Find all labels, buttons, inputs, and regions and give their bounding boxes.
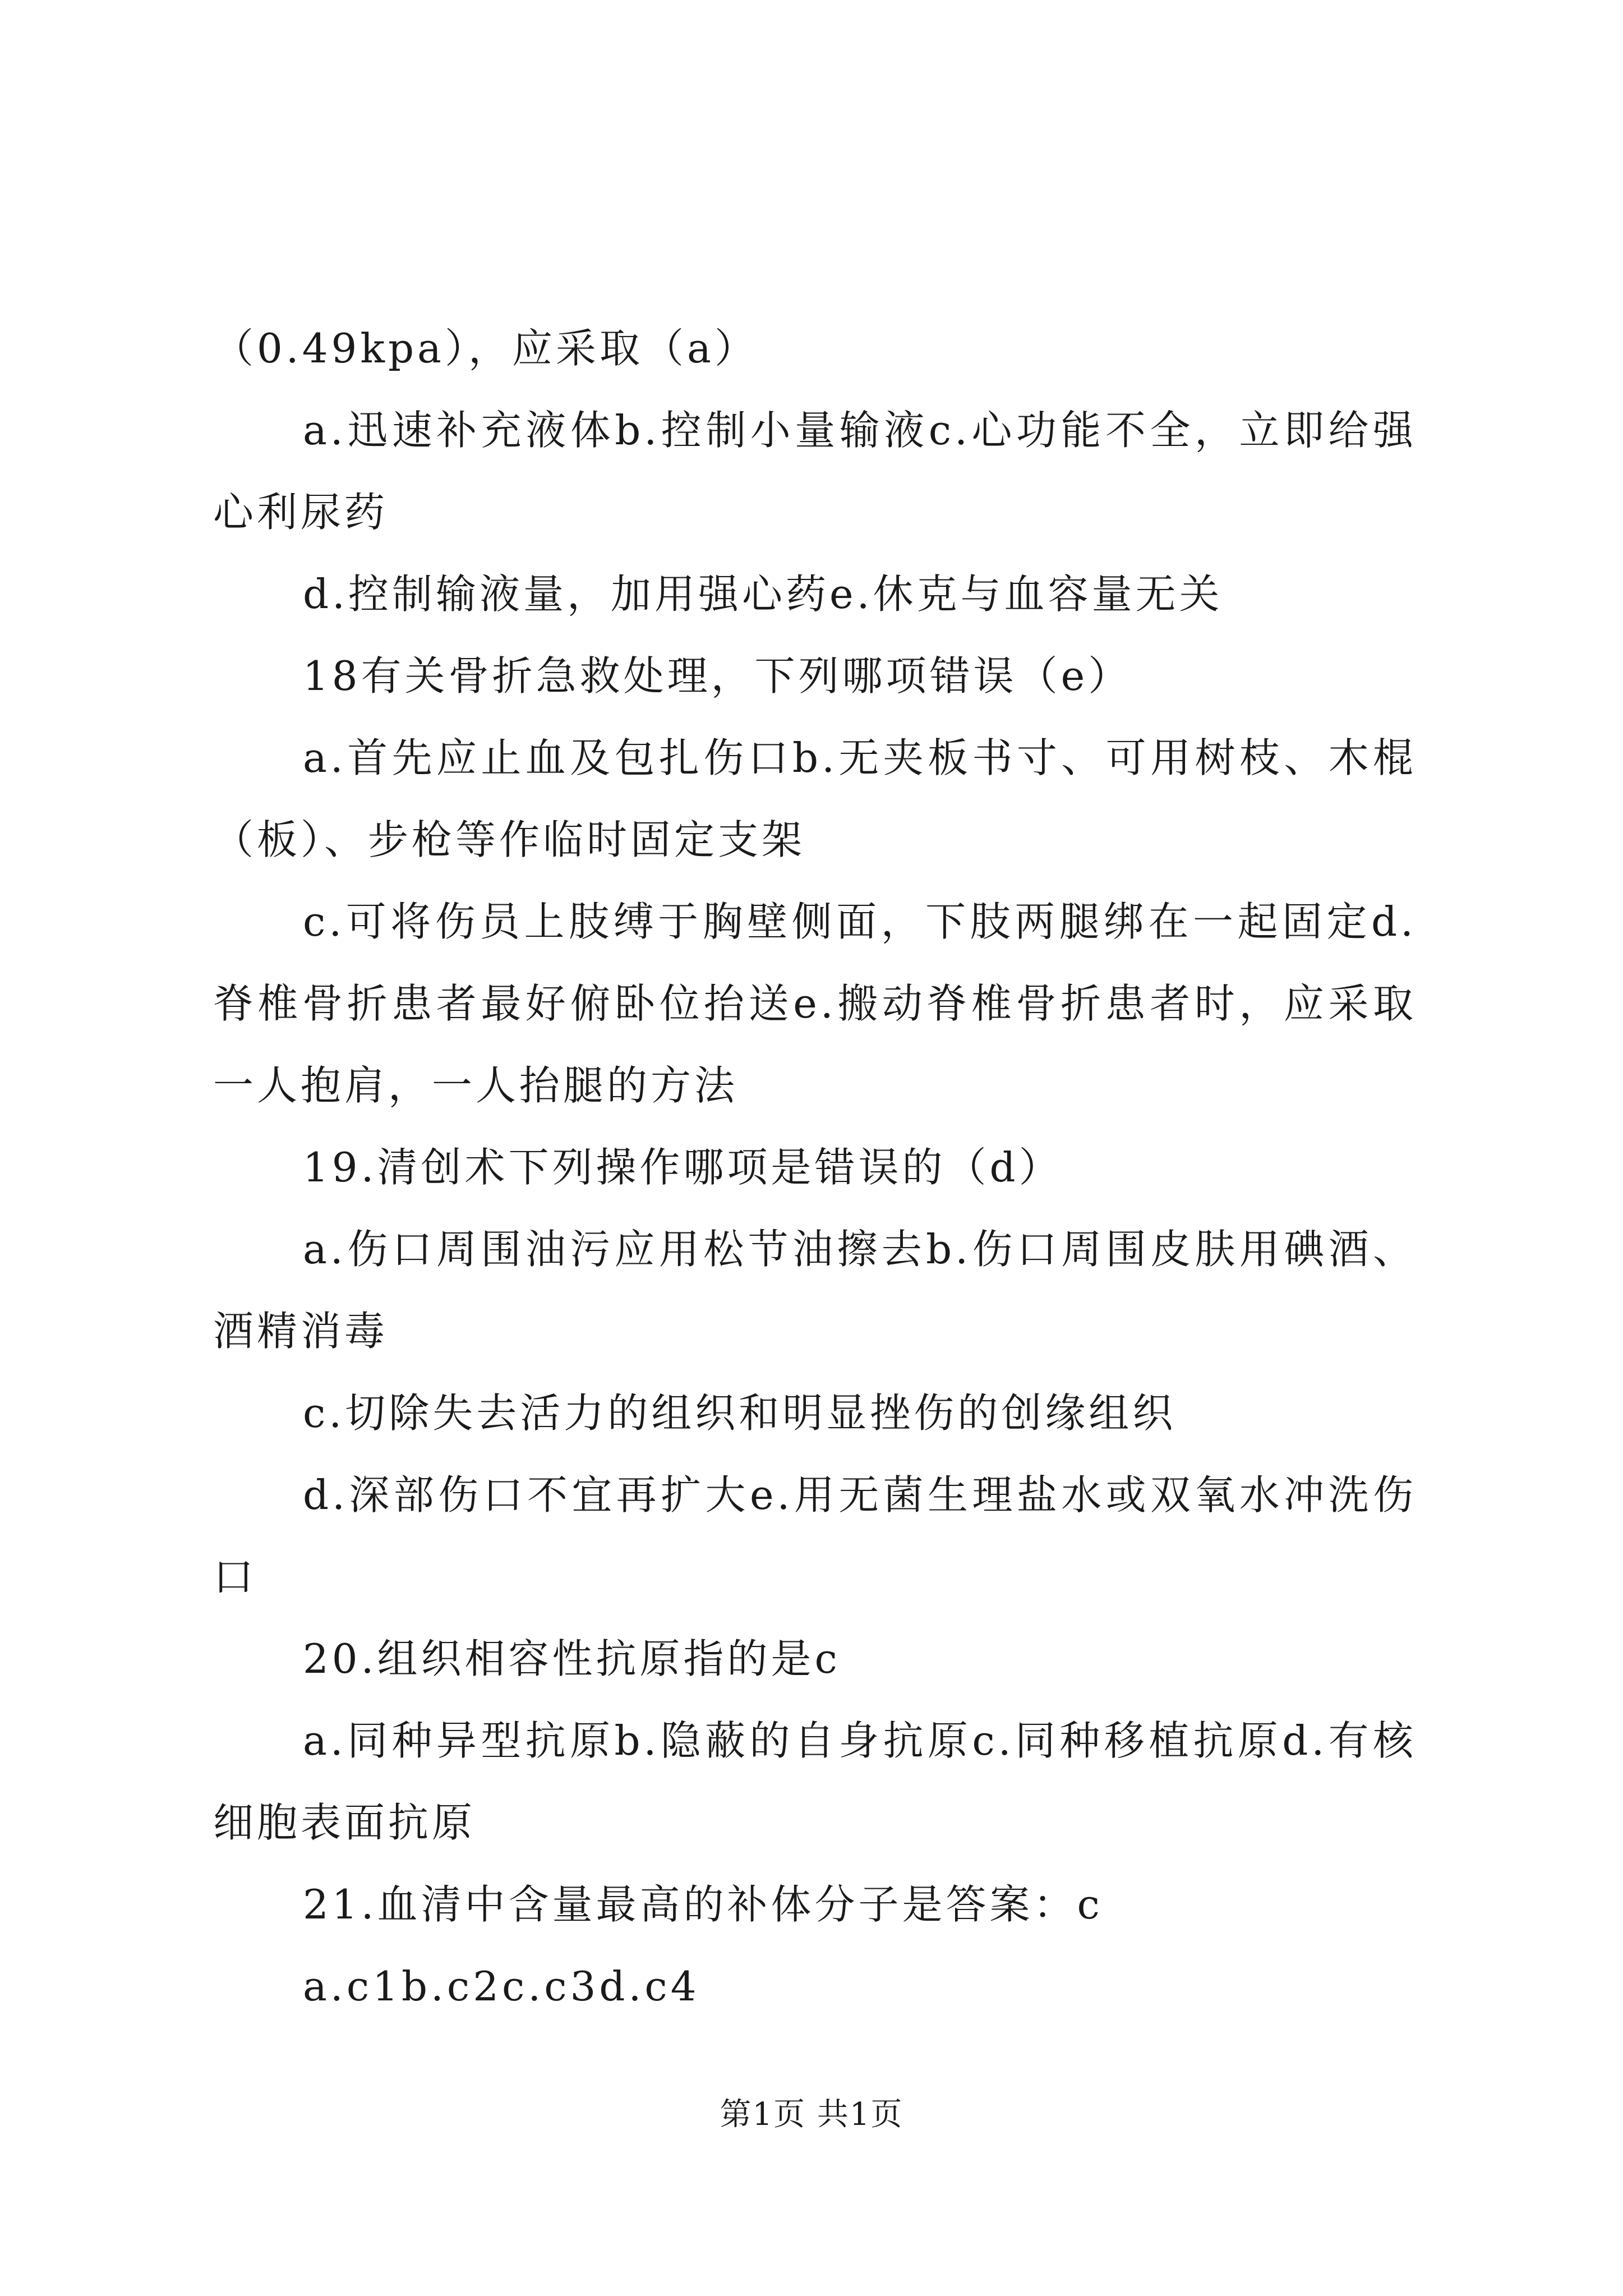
- page-footer: 第1页 共1页: [720, 2096, 903, 2133]
- paragraph-8: c.切除失去活力的组织和明显挫伤的创缘组织: [303, 1389, 1177, 1437]
- paragraph-2: d.控制输液量，加用强心药e.休克与血容量无关: [303, 570, 1223, 618]
- paragraph-9: d.深部伤口不宜再扩大e.用无菌生理盐水或双氧水冲洗伤口: [213, 1471, 1417, 1600]
- paragraph-13: a.c1b.c2c.c3d.c4: [303, 1963, 700, 2010]
- paragraph-0: （0.49kpa），应采取（a）: [213, 325, 758, 372]
- paragraph-12: 21.血清中含量最高的补体分子是答案：c: [303, 1881, 1103, 1928]
- paragraph-11: a.同种异型抗原b.隐蔽的自身抗原c.同种移植抗原d.有核细胞表面抗原: [213, 1717, 1417, 1846]
- paragraph-3: 18有关骨折急救处理，下列哪项错误（e）: [303, 652, 1132, 700]
- paragraph-10: 20.组织相容性抗原指的是c: [303, 1635, 841, 1682]
- paragraph-5: c.可将伤员上肢缚于胸壁侧面，下肢两腿绑在一起固定d.脊椎骨折患者最好俯卧位抬送e.搬动脊椎骨折患者时，应采取一人抱肩，一人抬腿的方法: [213, 898, 1417, 1109]
- paragraph-4: a.首先应止血及包扎伤口b.无夹板书寸、可用树枝、木棍（板）、步枪等作临时固定支架: [213, 734, 1417, 863]
- paragraph-1: a.迅速补充液体b.控制小量输液c.心功能不全，立即给强心利尿药: [213, 407, 1417, 536]
- document-body: [213, 307, 1417, 2027]
- paragraph-6: 19.清创术下列操作哪项是错误的（d）: [303, 1144, 1063, 1191]
- paragraph-7: a.伤口周围油污应用松节油擦去b.伤口周围皮肤用碘酒、酒精消毒: [213, 1226, 1417, 1355]
